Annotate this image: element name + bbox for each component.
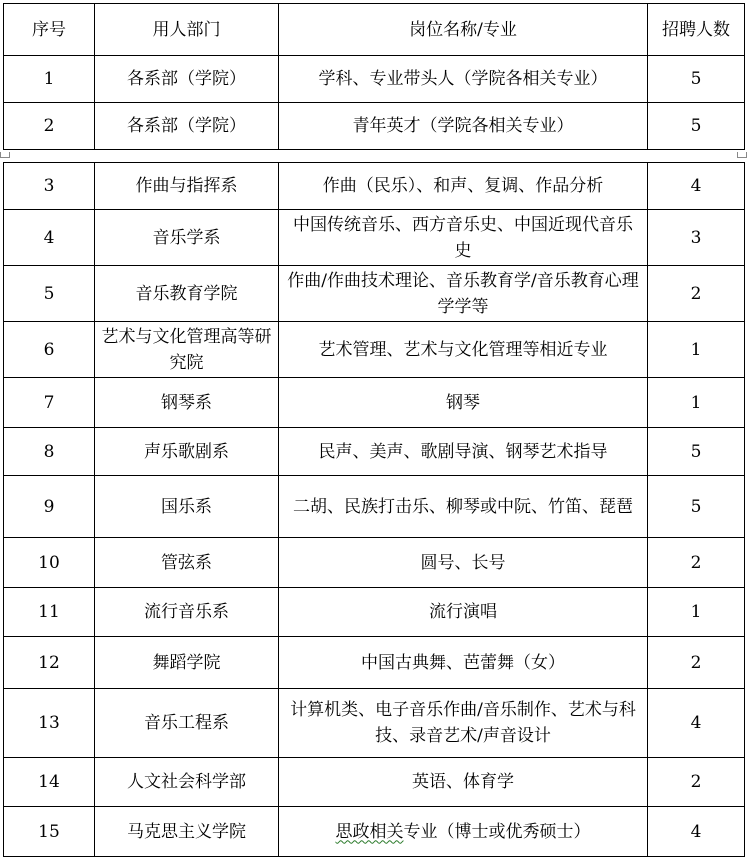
header-cell: 序号	[4, 4, 95, 56]
headcount-cell: 2	[648, 538, 745, 588]
row-number: 5	[4, 266, 95, 322]
department-cell: 人文社会科学部	[95, 758, 279, 807]
table-row	[4, 538, 745, 588]
row-number: 11	[4, 588, 95, 637]
table-row	[4, 637, 745, 689]
row-number: 4	[4, 210, 95, 266]
department-cell: 国乐系	[95, 476, 279, 538]
row-number: 14	[4, 758, 95, 807]
row-number: 7	[4, 378, 95, 428]
headcount-cell: 3	[648, 210, 745, 266]
row-number: 2	[4, 103, 95, 150]
department-cell: 各系部（学院）	[95, 103, 279, 150]
position-cell: 计算机类、电子音乐作曲/音乐制作、艺术与科技、录音艺术/声音设计	[279, 689, 648, 758]
row-number: 12	[4, 637, 95, 689]
row-number: 10	[4, 538, 95, 588]
headcount-cell: 4	[648, 689, 745, 758]
table-row	[4, 807, 745, 857]
position-cell: 英语、体育学	[279, 758, 648, 807]
header-row	[4, 4, 745, 56]
headcount-cell: 1	[648, 588, 745, 637]
position-cell: 学科、专业带头人（学院各相关专业）	[279, 56, 648, 103]
department-cell: 管弦系	[95, 538, 279, 588]
headcount-cell: 4	[648, 163, 745, 210]
position-cell: 中国传统音乐、西方音乐史、中国近现代音乐史	[279, 210, 648, 266]
row-number: 9	[4, 476, 95, 538]
position-cell: 二胡、民族打击乐、柳琴或中阮、竹笛、琵琶	[279, 476, 648, 538]
position-cell	[279, 807, 648, 857]
position-cell: 作曲（民乐）、和声、复调、作品分析	[279, 163, 648, 210]
headcount-cell: 1	[648, 322, 745, 378]
table-row	[4, 378, 745, 428]
row-number: 3	[4, 163, 95, 210]
headcount-cell: 2	[648, 758, 745, 807]
department-cell: 马克思主义学院	[95, 807, 279, 857]
table-row	[4, 476, 745, 538]
headcount-cell: 5	[648, 56, 745, 103]
recruitment-table-main	[3, 162, 745, 857]
position-text: 专业（博士或优秀硕士）	[403, 821, 591, 842]
department-cell: 各系部（学院）	[95, 56, 279, 103]
position-cell: 青年英才（学院各相关专业）	[279, 103, 648, 150]
department-cell: 音乐学系	[95, 210, 279, 266]
headcount-cell: 4	[648, 807, 745, 857]
department-cell: 音乐工程系	[95, 689, 279, 758]
position-cell: 圆号、长号	[279, 538, 648, 588]
row-number: 13	[4, 689, 95, 758]
header-cell: 岗位名称/专业	[279, 4, 648, 56]
table-row	[4, 266, 745, 322]
table-row	[4, 758, 745, 807]
headcount-cell: 2	[648, 637, 745, 689]
recruitment-table-top	[3, 3, 745, 150]
header-cell: 招聘人数	[648, 4, 745, 56]
department-cell: 音乐教育学院	[95, 266, 279, 322]
department-cell: 钢琴系	[95, 378, 279, 428]
department-cell: 作曲与指挥系	[95, 163, 279, 210]
table-row	[4, 163, 745, 210]
headcount-cell: 5	[648, 476, 745, 538]
header-cell: 用人部门	[95, 4, 279, 56]
position-cell: 钢琴	[279, 378, 648, 428]
headcount-cell: 5	[648, 103, 745, 150]
row-number: 15	[4, 807, 95, 857]
headcount-cell: 5	[648, 428, 745, 476]
row-number: 6	[4, 322, 95, 378]
table-row	[4, 689, 745, 758]
position-cell: 民声、美声、歌剧导演、钢琴艺术指导	[279, 428, 648, 476]
position-cell: 作曲/作曲技术理论、音乐教育学/音乐教育心理学学等	[279, 266, 648, 322]
row-number: 1	[4, 56, 95, 103]
headcount-cell: 1	[648, 378, 745, 428]
table-row	[4, 56, 745, 103]
table-row	[4, 103, 745, 150]
spellcheck-underlined-text: 思政相关	[335, 821, 404, 842]
department-cell: 声乐歌剧系	[95, 428, 279, 476]
table-row	[4, 588, 745, 637]
position-cell: 流行演唱	[279, 588, 648, 637]
headcount-cell: 2	[648, 266, 745, 322]
position-cell: 艺术管理、艺术与文化管理等相近专业	[279, 322, 648, 378]
page-break-separator	[0, 151, 747, 159]
department-cell: 舞蹈学院	[95, 637, 279, 689]
table-row	[4, 322, 745, 378]
department-cell: 流行音乐系	[95, 588, 279, 637]
department-cell: 艺术与文化管理高等研究院	[95, 322, 279, 378]
position-cell: 中国古典舞、芭蕾舞（女）	[279, 637, 648, 689]
table-row	[4, 210, 745, 266]
table-row	[4, 428, 745, 476]
row-number: 8	[4, 428, 95, 476]
